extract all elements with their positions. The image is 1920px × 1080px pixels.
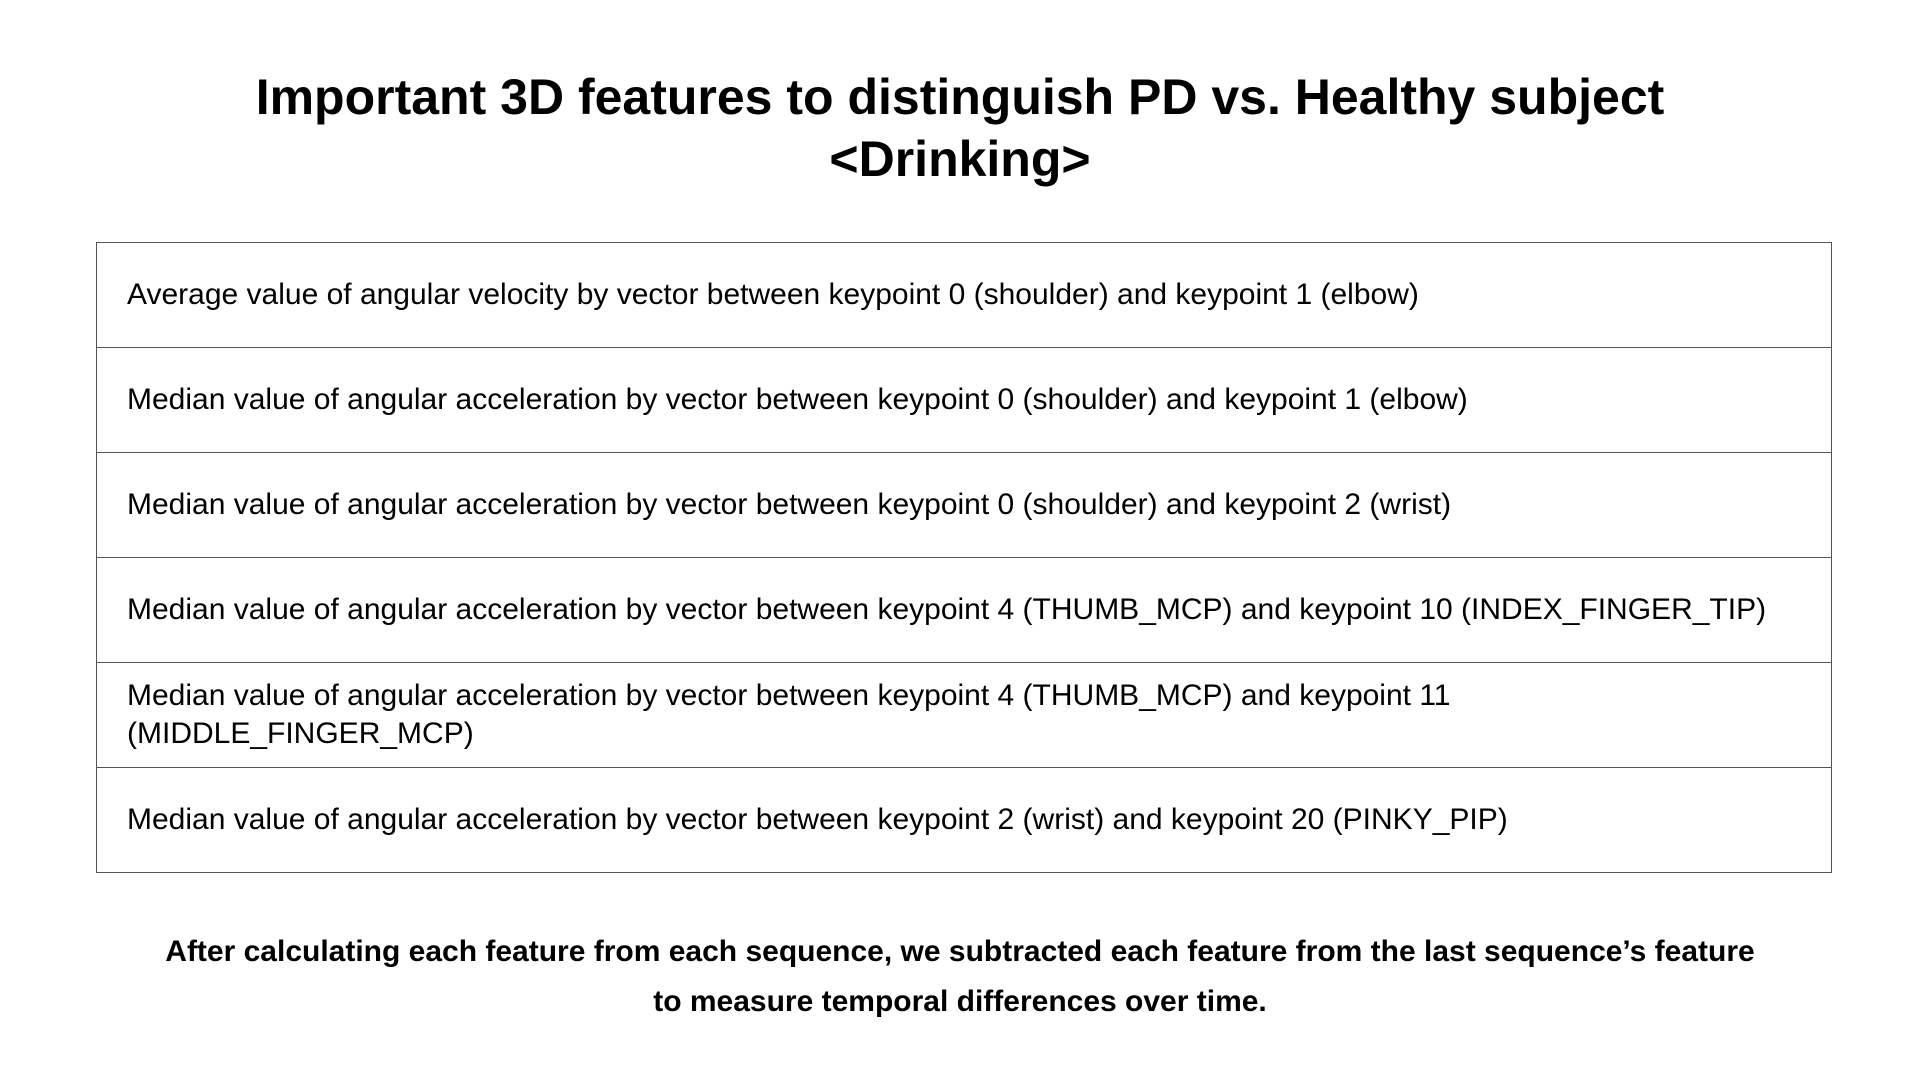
slide-title-line-1: Important 3D features to distinguish PD vs. Healthy subject [255,69,1665,125]
feature-cell: Median value of angular acceleration by vector between keypoint 4 (THUMB_MCP) and keypoint 11 (MIDDLE_FINGER_MCP) [97,663,1832,768]
table-row [97,558,1832,663]
feature-cell: Median value of angular acceleration by vector between keypoint 0 (shoulder) and keypoint 2 (wrist) [97,453,1832,558]
feature-table [96,242,1832,873]
footnote-line-2: to measure temporal differences over time. [653,985,1267,1018]
table-row [97,348,1832,453]
table-row [97,243,1832,348]
table-row [97,453,1832,558]
slide-title-line-2: <Drinking> [829,131,1091,187]
feature-cell: Median value of angular acceleration by vector between keypoint 4 (THUMB_MCP) and keypoint 10 (INDEX_FINGER_TIP) [97,558,1832,663]
footnote [0,927,1920,1027]
table-row [97,768,1832,873]
feature-cell: Average value of angular velocity by vector between keypoint 0 (shoulder) and keypoint 1 (elbow) [97,243,1832,348]
feature-cell: Median value of angular acceleration by vector between keypoint 2 (wrist) and keypoint 20 (PINKY_PIP) [97,768,1832,873]
table-row [97,663,1832,768]
slide-title [0,66,1920,190]
footnote-line-1: After calculating each feature from each sequence, we subtracted each feature from the last sequence’s feature [165,935,1755,968]
feature-cell: Median value of angular acceleration by vector between keypoint 0 (shoulder) and keypoint 1 (elbow) [97,348,1832,453]
